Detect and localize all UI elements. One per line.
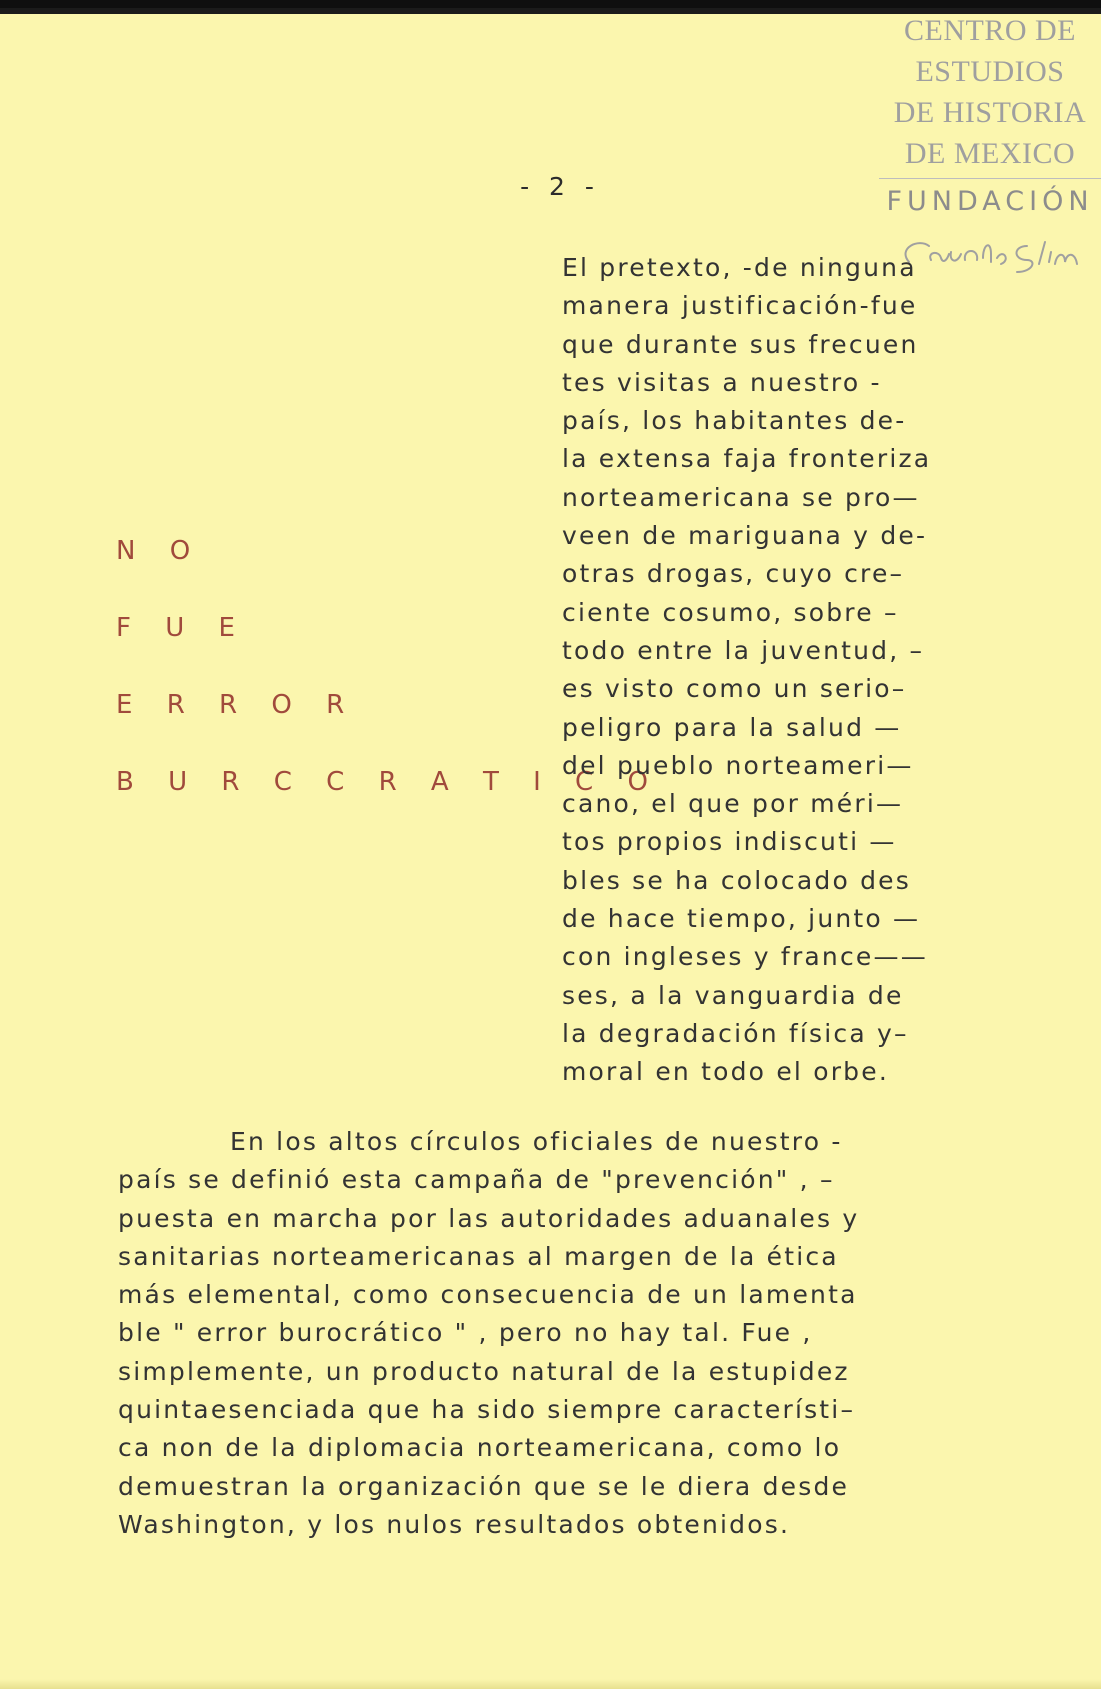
body-paragraph (118, 1127, 998, 1548)
side-heading-line: E R R O R (116, 690, 358, 720)
text-line: ca non de la diplomacia norteamericana, como lo (118, 1433, 842, 1463)
text-line: todo entre la juventud, – (562, 635, 925, 665)
text-line: El pretexto, -de ninguna (562, 253, 917, 282)
text-line: país se definió esta campaña de "prevención" , – (118, 1165, 835, 1195)
document-page (0, 8, 1101, 1689)
text-line: país, los habitantes de- (562, 406, 907, 436)
text-line: ciente cosumo, sobre – (562, 597, 899, 627)
text-line: peligro para la salud — (562, 712, 902, 742)
text-line: cano, el que por méri— (562, 789, 904, 819)
text-line: sanitarias norteamericanas al margen de la ética (118, 1241, 839, 1271)
stamp-line: ESTUDIOS (915, 55, 1065, 88)
stamp-line: CENTRO DE (904, 14, 1076, 47)
side-heading-line: F U E (116, 613, 248, 643)
text-line: de hace tiempo, junto — (562, 904, 921, 934)
text-line: la degradación física y– (562, 1018, 909, 1048)
side-heading-line: B U R C C R A T I C O (116, 767, 661, 797)
side-heading (116, 536, 661, 844)
text-line: tos propios indiscuti — (562, 827, 897, 857)
text-line: moral en todo el orbe. (562, 1057, 889, 1087)
text-line: la extensa faja fronteriza (562, 444, 932, 474)
text-line: más elemental, como consecuencia de un lamenta (118, 1280, 858, 1310)
text-line: quintaesenciada que ha sido siempre característi– (118, 1395, 856, 1425)
stamp-divider (879, 178, 1101, 179)
text-line: bles se ha colocado des (562, 865, 911, 895)
text-line: manera justificación-fue (562, 291, 918, 321)
stamp-line: DE HISTORIA (893, 96, 1087, 129)
text-line: demuestran la organización que se le diera desde (118, 1471, 850, 1501)
stamp-foundation: FUNDACIÓN (886, 186, 1094, 217)
text-line: es visto como un serio– (562, 674, 907, 704)
stamp-line: DE MEXICO (904, 137, 1076, 170)
text-line: simplemente, un producto natural de la estupidez (118, 1356, 850, 1386)
text-line: ble " error burocrático " , pero no hay tal. Fue , (118, 1318, 813, 1348)
page-bottom-edge (0, 1679, 1101, 1689)
text-line: ses, a la vanguardia de (562, 980, 904, 1010)
text-line: norteamericana se pro— (562, 482, 920, 512)
page-number: - 2 - (520, 172, 600, 201)
text-line: veen de mariguana y de- (562, 521, 928, 551)
text-line: Washington, y los nulos resultados obtenidos. (118, 1509, 791, 1539)
text-line: del pueblo norteameri— (562, 750, 914, 780)
text-line: En los altos círculos oficiales de nuestro - (230, 1127, 843, 1156)
text-line: puesta en marcha por las autoridades aduanales y (118, 1203, 860, 1233)
right-column-text (562, 253, 1002, 1096)
text-line: tes visitas a nuestro - (562, 367, 882, 397)
text-line: con ingleses y france—— (562, 942, 928, 972)
side-heading-line: N O (116, 536, 204, 566)
archive-stamp (879, 10, 1101, 260)
text-line: que durante sus frecuen (562, 329, 919, 359)
text-line: otras drogas, cuyo cre– (562, 559, 905, 589)
